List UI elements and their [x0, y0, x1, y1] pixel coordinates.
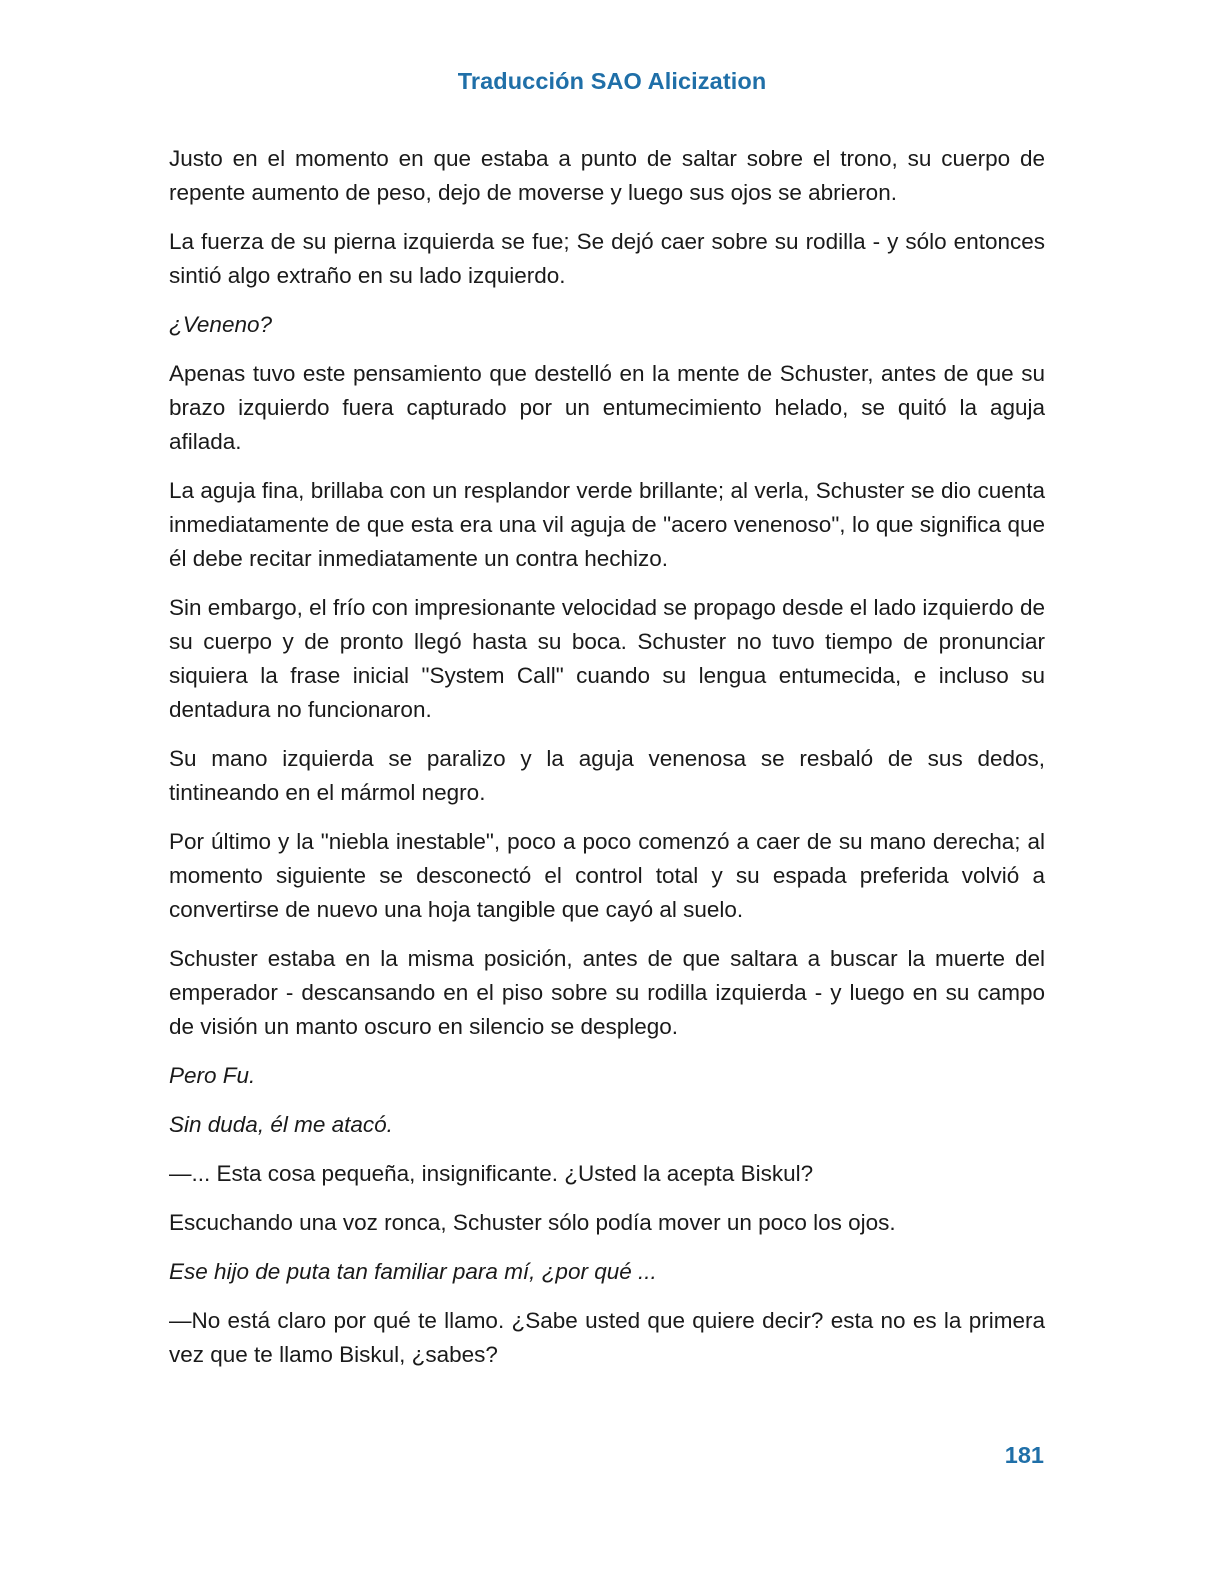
- paragraph: Pero Fu.: [169, 1063, 256, 1088]
- page-number: 181: [1004, 1442, 1044, 1468]
- paragraph: Apenas tuvo este pensamiento que destelló en la mente de Schuster, antes de que su brazo izquierdo fuera capturado por un entumecimiento helado, se quitó la aguja afilada.: [169, 361, 1045, 454]
- paragraph: Schuster estaba en la misma posición, antes de que saltara a buscar la muerte del emperador - descansando en el piso sobre su rodilla izquierda - y luego en su campo de visión un manto oscuro en silencio se desplego.: [169, 946, 1045, 1039]
- paragraph: Ese hijo de puta tan familiar para mí, ¿por qué ...: [169, 1259, 657, 1284]
- paragraph: Su mano izquierda se paralizo y la aguja venenosa se resbaló de sus dedos, tintineando en el mármol negro.: [169, 746, 1045, 805]
- paragraph: Justo en el momento en que estaba a punto de saltar sobre el trono, su cuerpo de repente aumento de peso, dejo de moverse y luego sus ojos se abrieron.: [169, 146, 1045, 205]
- paragraph: Sin embargo, el frío con impresionante velocidad se propago desde el lado izquierdo de su cuerpo y de pronto llegó hasta su boca. Schuster no tuvo tiempo de pronunciar siquiera la frase inicial "System Call" cuando su lengua entumecida, e incluso su dentadura no funcionaron.: [169, 595, 1045, 722]
- paragraph: Sin duda, él me atacó.: [169, 1112, 393, 1137]
- body-text: [169, 142, 1045, 1387]
- paragraph: —No está claro por qué te llamo. ¿Sabe usted que quiere decir? esta no es la primera vez que te llamo Biskul, ¿sabes?: [169, 1308, 1045, 1367]
- paragraph: ¿Veneno?: [169, 312, 272, 337]
- paragraph: La aguja fina, brillaba con un resplandor verde brillante; al verla, Schuster se dio cuenta inmediatamente de que esta era una vil aguja de "acero venenoso", lo que significa que él debe recitar inmediatamente un contra hechizo.: [169, 478, 1045, 571]
- page-header-title: Traducción SAO Alicization: [457, 68, 767, 94]
- paragraph: La fuerza de su pierna izquierda se fue; Se dejó caer sobre su rodilla - y sólo entonces sintió algo extraño en su lado izquierdo.: [169, 229, 1045, 288]
- paragraph: Por último y la "niebla inestable", poco a poco comenzó a caer de su mano derecha; al momento siguiente se desconectó el control total y su espada preferida volvió a convertirse de nuevo una hoja tangible que cayó al suelo.: [169, 829, 1045, 922]
- paragraph: Escuchando una voz ronca, Schuster sólo podía mover un poco los ojos.: [169, 1210, 896, 1235]
- paragraph: —... Esta cosa pequeña, insignificante. ¿Usted la acepta Biskul?: [169, 1161, 814, 1186]
